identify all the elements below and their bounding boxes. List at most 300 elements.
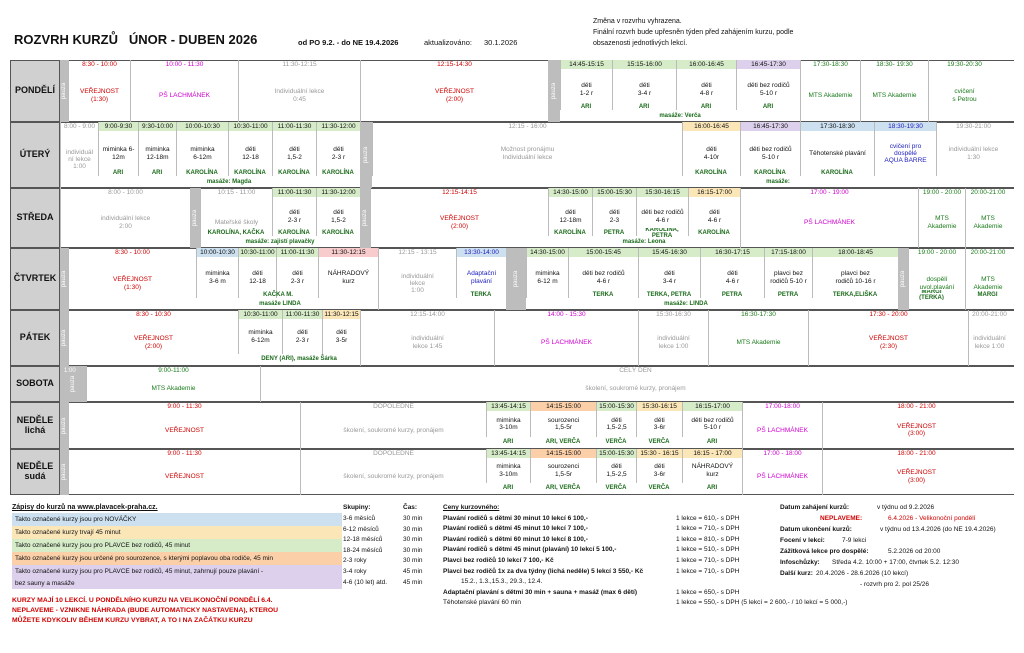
massage-note: masáže: zajistí plavačky [245,239,315,245]
updated-label: aktualizováno: [424,38,472,47]
slot-description: Individuální lekce 0:45 [274,88,325,103]
price-description: Plavci bez rodičů 1x za dva týdny (lichá neděle) 5 lekcí 3 550,- Kč [443,567,644,575]
slot-time: 9:00-9:30 [99,122,138,131]
day-label: ČTVRTEK [10,248,60,310]
legend-siblings: Takto označené kurzy jsou určené pro sourozence, s kterými poplavou oba rodiče, 45 min [12,552,342,565]
pause-label: pauza [61,270,68,288]
class-slot[interactable] [708,310,808,366]
trainer-label: KAROLÍNA [698,230,730,236]
slot-description: děti 1,5-2,5 [605,458,627,483]
info-value: v týdnu od 13.4.2026 (do NE 19.4.2026) [880,526,996,533]
pause-label: pauza [362,209,369,227]
pause-label: pauza [551,82,558,100]
class-slot[interactable] [238,60,360,122]
info-label: Focení v lekci: [780,537,825,544]
slot-description: Těhotenské plavání [809,150,866,157]
pause-duration: 1:00 [64,368,76,374]
pause-block [190,188,200,248]
class-slot[interactable] [300,402,486,449]
price-description: Plavání rodičů s dětmi 60 minut 10 lekcí 8 100,- [443,535,588,543]
slot-time: 8:30 - 10:30 [136,311,171,318]
class-slot[interactable] [740,188,918,248]
slot-time: 10:00-10:30 [197,248,238,257]
slot-time: 10:30-11:00 [240,249,275,256]
class-slot[interactable] [936,122,1010,176]
group-age: 3-6 měsíců [343,515,376,522]
slot-description: děti 2-3 r [287,197,302,236]
class-slot[interactable] [530,402,596,437]
slot-description: Mateřské školy [214,219,259,226]
slot-time: 14:30-15:00 [549,188,592,197]
slot-time: 18:00 - 21:00 [897,403,936,410]
trainer-label: TERKA [470,292,492,298]
slot-time: 16:00-16:45 [677,60,736,69]
group-duration: 30 min [403,525,423,533]
group-duration: 30 min [403,536,423,544]
price-description: Adaptační plavání s dětmi 30 min + sauna + masáž (max 6 dětí) [443,588,637,596]
price-per-lesson: 1 lekce = 710,- s DPH [676,567,740,575]
slot-time: 10:30-11:00 [239,310,282,319]
slot-description: MTS Akademie [973,276,1003,291]
slot-time: 18:00 - 21:00 [897,450,936,457]
slot-time: 12:15 - 16:00 [508,123,547,130]
course-info [780,503,1020,591]
pause-block [60,402,68,449]
info-label: Datum zahájení kurzů: [780,504,849,511]
slot-description: VEŘEJNOST (3:00) [896,422,936,438]
trainer-label: ARI, VERČA [545,485,581,491]
pause-block [360,122,372,188]
slot-time: 8:30 - 10:00 [82,61,117,68]
price-per-lesson: 1 lekce = 510,- s DPH [676,546,740,554]
trainer-label: VERČA [605,439,627,445]
info-value: Středa 4.2. 10:00 + 17:00, čtvrtek 5.2. 12:30 [832,559,960,566]
date-range: od PO 9.2. - do NE 19.4.2026 [298,38,399,47]
slot-time: DOPOLEDNE [373,403,414,410]
slot-time: 9:00-11:00 [158,367,189,374]
slot-time: 19:30-20:30 [947,61,982,68]
page-title: ROZVRH KURZŮ ÚNOR - DUBEN 2026 [14,32,258,47]
info-row [780,569,1020,580]
trainer-label: KAROLÍNA [234,170,266,176]
trainer-label: VERČA [605,485,627,491]
slot-description: děti 1-2 r [579,69,594,110]
legend-newcomers: Takto označené kurzy jsou pro NOVÁČKY [12,513,342,526]
info-label: NEPLAVEME: [820,515,863,522]
pause-label: pauza [61,463,68,481]
class-slot[interactable] [636,402,682,437]
schedule-note-3: obsazenosti jednotlivých lekcí. [593,40,688,47]
slot-time: 11:00-11:30 [277,248,318,257]
warning-line-2: NEPLAVEME - VZNIKNE NÁHRADA (BUDE AUTOMATICKY NASTAVENA), KTEROU [12,607,279,614]
trainer-label: ARI [638,104,650,110]
info-label: Zážitková lekce pro dospělé: [780,548,869,555]
slot-description: VEŘEJNOST [164,473,204,480]
slot-time: 11:00-11:30 [273,188,316,197]
trainer-label: TERKA [592,292,614,298]
pause-label: pauza [61,329,68,347]
slot-time: 12:15-14:15 [442,189,477,196]
price-per-lesson: 1 lekce = 550,- s DPH (5 lekcí = 2 600,- / 10 lekcí = 5 000,-) [676,599,848,607]
slot-time: 11:00-11:30 [283,310,322,319]
class-slot[interactable] [860,60,928,122]
legend-swimmers-only: Takto označené kurzy jsou pro PLAVCE bez rodičů, 45 minut, zahrnují pouze plavání - [12,565,342,578]
slot-description: děti bez rodičů 4-6 r [581,257,625,298]
slot-time: 18:30- 19:30 [876,61,913,68]
group-age: 2-3 roky [343,557,367,565]
slot-time: 18:00-18:45 [813,248,898,257]
slot-time: 16:15-17:00 [689,188,740,197]
trainer-label: TERKA,ELIŠKA [832,292,878,298]
class-slot[interactable] [318,248,378,298]
slot-description: děti 4-8 r [699,69,714,110]
trainer-label: MARGI [977,292,998,298]
info-value: 7-9 lekci [842,537,867,544]
slot-description: VEŘEJNOST (2:30) [868,335,908,350]
class-slot[interactable] [526,248,568,298]
slot-description: miminka 6- 12m [102,131,136,176]
class-slot[interactable] [682,402,742,437]
price-row [443,524,783,535]
pause-label: pauza [900,270,907,288]
slot-description: školení, soukromé kurzy, pronájem [343,426,444,434]
group-duration: 30 min [403,557,423,565]
class-slot[interactable] [86,366,260,402]
info-value: 5.2.2026 od 20:00 [888,548,941,555]
massage-note: masáže: Leona [622,239,666,245]
pause-block [60,248,68,310]
slot-time: 15:00-15:30 [597,402,636,411]
info-row [780,580,1020,591]
slot-time: 9:00 - 11:30 [167,403,202,410]
slot-description: NÁHRADOVÝ kurz [691,463,734,478]
class-slot[interactable] [530,449,596,483]
trainer-label: KAROLÍNA [695,170,727,176]
class-slot[interactable] [378,248,456,310]
slot-time: 13:45-14:15 [487,449,530,458]
slot-time: 20:00-21:00 [972,311,1007,318]
slot-time: 15:30 - 16:15 [637,449,682,458]
trainer-label: KAROLÍNA [821,170,853,176]
group-row [343,556,438,567]
group-age: 6-12 měsíců [343,525,379,533]
slot-description: děti 3-4 r [662,257,677,298]
class-slot[interactable] [68,60,130,122]
slot-time: 19:00 - 20:00 [922,189,962,196]
class-slot[interactable] [808,310,968,366]
class-slot[interactable] [68,248,196,310]
slot-description: individuální lekce 1:00 [973,335,1006,350]
slot-description: cvičení pro dospělé AQUA BARRE [884,142,927,165]
slot-time: 14:00 - 15:30 [547,311,586,318]
day-label: NEDĚLE sudá [10,449,60,495]
slot-description: NÁHRADOVÝ kurz [327,270,370,285]
class-slot[interactable] [965,248,1010,310]
class-slot[interactable] [130,60,238,122]
slot-description: MTS Akademie [872,92,917,99]
slot-description: děti 1,5-2,5 [605,411,627,437]
info-row [780,558,1020,569]
slot-description: děti 1,5-2 [286,131,303,176]
info-row [780,503,1020,514]
slot-description: individuální lekce 2:00 [100,215,151,230]
slot-time: 17:00-18:00 [765,403,800,410]
trainer-label: KAROLÍNA, KAČKA [207,230,265,236]
legend-no-sauna: bez sauny a masáže [12,578,342,589]
pause-label: pauza [61,82,68,100]
slot-time: 9:00 - 11:30 [167,450,202,457]
class-slot[interactable] [300,449,486,495]
price-per-lesson: 1 lekce = 650,- s DPH [676,588,740,596]
class-slot[interactable] [196,248,238,298]
slot-description: miminka 6-12m [247,319,273,354]
slot-description: individuální lekce 1:45 [411,335,444,350]
info-row [780,514,1020,525]
class-slot[interactable] [874,122,936,176]
day-label: STŘEDA [10,188,60,248]
schedule-note-1: Změna v rozvrhu vyhrazena. [593,18,682,25]
trainer-label: ARI [112,170,124,176]
price-description: Plavání rodičů s dětmi 45 minut (plavání) 10 lekcí 5 100,- [443,546,617,554]
price-row [443,567,783,578]
slot-description: cvičení s Petrou [952,88,977,103]
slot-description: školení, soukromé kurzy, pronájem [585,385,686,392]
class-slot[interactable] [638,310,708,366]
price-per-lesson: 1 lekce = 610,- s DPH [676,514,740,522]
slot-description: individuál ní lekce 1:00 [65,148,94,171]
slot-time: 11:30-12:00 [317,122,360,131]
slot-description: miminka 6-12m [189,131,215,176]
slot-description: dospělí uvol.plavání [919,276,955,291]
group-age: 18-24 měsíců [343,546,383,554]
trainer-label: VERČA [648,439,670,445]
slot-time: 17:00 - 18:00 [763,450,802,457]
slot-time: 16:45-17:30 [741,122,800,131]
price-per-lesson: 1 lekce = 710,- s DPH [676,556,740,564]
schedule-note-2: Finální rozvrh bude upřesněn týden před zahájením kurzu, podle [593,29,794,36]
massage-note: masáže: LINDA [664,301,708,307]
slot-time: 11:30-12:15 [324,311,359,318]
trainer-label: ARI [706,485,718,491]
slot-time: 12:15-14:30 [437,61,472,68]
slot-description: PŠ LACHMÁNEK [541,339,592,346]
slot-description: MTS Akademie [808,92,853,99]
price-row [443,588,783,599]
schedule-grid [10,60,1014,495]
slot-time: 18:30-19:30 [875,122,936,131]
price-description: 15.2., 1.3.,15.3., 29.3., 12.4. [461,578,543,586]
slot-time: 8:30 - 10:00 [115,249,150,256]
slot-description: MTS Akademie [151,385,196,392]
info-value: - rozvrh pro 2. pol 25/26 [860,581,930,588]
slot-description: miminka 12-18m [144,131,170,176]
pause-block [898,248,908,310]
slot-time: 14:45-15:15 [561,60,612,69]
slot-time: 11:30-12:00 [317,188,360,197]
massage-note: masáže: Verča [659,113,701,119]
slot-description: Adaptační plavání [466,270,497,285]
slot-description: VEŘEJNOST (3:00) [896,469,936,484]
class-slot[interactable] [636,449,682,483]
class-slot[interactable] [918,188,965,248]
class-slot[interactable] [742,449,822,495]
group-row [343,535,438,546]
group-row [343,578,438,589]
slot-description: školení, soukromé kurzy, pronájem [343,473,444,480]
slot-time: 11:30-12:15 [319,248,378,257]
class-slot[interactable] [68,449,300,495]
trainer-label: ARI [706,439,718,445]
slot-time: 14:15-15:00 [531,402,596,411]
price-description: Těhotenské plavání 60 min [443,599,522,607]
price-row [443,545,783,556]
class-slot[interactable] [372,122,682,176]
class-slot[interactable] [238,310,282,354]
info-value: 20.4.2026 - 28.6.2026 (10 lekcí) [816,570,909,577]
slot-description: plavci bez rodičů 10-16 r [834,257,876,298]
slot-description: VEŘEJNOST (1:30) [79,88,119,103]
slot-description: MTS Akademie [973,215,1003,230]
slot-time: 14:15-15:00 [531,449,596,458]
day-label: ÚTERÝ [10,122,60,188]
class-slot[interactable] [486,402,530,437]
class-slot[interactable] [928,60,1000,122]
pause-label: pauza [512,270,519,288]
class-slot[interactable] [596,449,636,483]
slot-time: 16:00-16:45 [683,122,740,131]
slot-description: PŠ LACHMÁNEK [757,473,808,480]
class-slot[interactable] [260,366,1010,402]
class-slot[interactable] [822,402,1010,449]
group-row [343,546,438,557]
class-slot[interactable] [68,310,238,366]
signup-link[interactable]: Zápisy do kurzů na www.plavacek-praha.cz. [12,504,158,511]
trainer-label: ARI, VERČA [545,439,581,445]
group-age: 4-6 (10 let) atd. [343,578,388,586]
class-slot[interactable] [494,310,638,366]
class-slot[interactable] [360,60,548,122]
class-slot[interactable] [68,402,300,449]
slot-description: individuální lekce 1:00 [657,335,690,350]
slot-description: děti 2-3 r [331,131,346,176]
slot-time: 15:30-16:15 [637,402,682,411]
slot-time: 14:30-15:00 [527,248,568,257]
class-slot[interactable] [60,188,190,248]
slot-description: PŠ LACHMÁNEK [159,92,210,99]
slot-description: děti 2-3 r [295,319,310,354]
pause-label: pauza [69,375,76,393]
price-per-lesson: 1 lekce = 710,- s DPH [676,525,740,533]
slot-time: 19:30-21:00 [956,123,991,130]
slot-time: 8:00 - 9:00 [63,123,96,130]
info-label: Datum ukončení kurzů: [780,526,852,533]
class-slot[interactable] [682,449,742,483]
slot-description: děti bez rodičů 5-10 r [747,82,790,97]
trainer-label: KAROLÍNA [754,170,786,176]
group-row [343,567,438,578]
class-slot[interactable] [486,449,530,483]
trainer-label: KAROLÍNA, PETRA [645,228,679,238]
class-slot[interactable] [800,60,860,122]
slot-time: 16:30-17:15 [701,248,764,257]
slot-description: děti 3-5r [335,329,348,344]
slot-time: 15:30-16:30 [656,311,691,318]
info-row [780,547,1020,558]
slot-description: Možnost pronájmu Individuální lekce [500,146,555,161]
slot-description: děti 3-6r [653,463,666,478]
slot-time: 9:30-10:00 [139,122,176,131]
pause-label: pauza [192,209,199,227]
trainer-label: KAROLÍNA [186,170,218,176]
class-slot[interactable] [908,248,965,310]
pause-block [60,310,68,366]
price-description: Plavání rodičů s dětmi 30 minut 10 lekcí 6 100,- [443,514,588,522]
slot-time: 15:00-15:30 [593,188,636,197]
class-slot[interactable] [370,188,548,248]
class-slot[interactable] [742,402,822,449]
slot-description: děti 4-10r [703,146,720,161]
slot-description: miminka 3-10m [495,458,521,483]
trainer-label: VERČA [648,485,670,491]
class-slot[interactable] [322,310,360,354]
class-slot[interactable] [360,310,494,366]
class-slot[interactable] [965,188,1010,248]
trainer-label: ARI [502,485,514,491]
info-label: Infoschůzky: [780,559,820,566]
slot-description: sourozenci 1,5-5r [547,416,580,432]
slot-time: 15:15-16:00 [613,60,676,69]
slot-description: děti 4-6 r [707,209,722,224]
class-slot[interactable] [596,402,636,437]
slot-time: 12:15-14:00 [410,311,445,318]
slot-time: 10:15 - 11:00 [217,189,256,196]
slot-description: miminka 3-6 m [205,270,230,285]
class-slot[interactable] [968,310,1010,366]
slot-description: děti bez rodičů 5-10 r [749,146,792,161]
slot-description: děti 1,5-2 [330,197,347,236]
warning-line-3: MŮŽETE KDYKOLIV BĚHEM KURZU VYBRAT, A TO I NA ZAČÁTKU KURZU [12,617,253,624]
slot-description: VEŘEJNOST (2:00) [439,215,479,230]
group-duration: 30 min [403,546,423,554]
day-label: NEDĚLE lichá [10,402,60,449]
time-header: Čas: [403,504,418,511]
slot-time: 20:00-21:00 [970,249,1006,256]
class-slot[interactable] [60,122,98,188]
slot-description: děti bez rodičů 4-6 r [640,197,684,236]
info-row [780,536,1020,547]
trainer-label: KAROLÍNA [322,230,354,236]
trainer-label: TERKA, PETRA [646,292,692,298]
day-label: SOBOTA [10,366,60,402]
trainer-label: ARI [762,104,774,110]
price-description: Plavci bez rodičů 10 lekcí 7 100,- Kč [443,556,554,564]
trainer-label: DENY (ARI), masáže Šárka [261,356,337,362]
day-label: PÁTEK [10,310,60,366]
trainer-label: KAČKA M. [263,292,293,298]
slot-time: 17:30-18:30 [813,61,848,68]
info-value: v týdnu od 9.2.2026 [877,504,935,511]
class-slot[interactable] [822,449,1010,495]
class-slot[interactable] [282,310,322,354]
price-row [443,598,848,609]
slot-time: 17:15-18:00 [765,248,812,257]
trainer-label: ARI [580,104,592,110]
slot-description: VEŘEJNOST (2:00) [133,335,173,350]
slot-description: děti bez rodičů 5-10 r [690,411,734,437]
slot-description: děti 4-6 r [725,257,740,298]
trainer-label: ARI [151,170,163,176]
slot-time: 8:00 - 10:00 [108,189,143,196]
